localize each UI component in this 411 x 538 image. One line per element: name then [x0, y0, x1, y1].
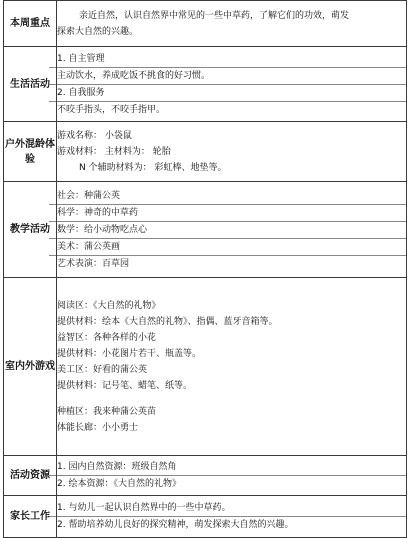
list-item: 1. 园内自然资源：班级自然角 [57, 462, 177, 472]
table-row-teaching [4, 182, 407, 278]
row-label: 户外混龄体验 [4, 122, 57, 182]
weekly-plan-table [3, 0, 407, 538]
list-item: 阅读区：《大自然的礼物》 [57, 300, 161, 311]
list-item: 美工区：好看的蒲公英 [57, 364, 148, 375]
row-content [57, 496, 407, 538]
table-row-resources [4, 456, 407, 496]
list-item: 提供材料：记号笔、蜡笔、纸等。 [57, 380, 193, 391]
list-item: 艺术表演：百草园 [49, 255, 406, 272]
list-item: 科学：神奇的中草药 [49, 204, 406, 221]
list-item: 1. 与幼儿一起认识自然界中的一些中草药。 [57, 503, 231, 513]
row-content [57, 456, 407, 496]
list-item: 1. 自主管理 [57, 53, 105, 64]
list-item: 游戏名称： 小袋鼠 [57, 130, 132, 141]
table-row-outdoor-play [4, 122, 407, 182]
list-item: 益智区：各种各样的小花 [57, 332, 157, 343]
row-content [57, 182, 407, 278]
list-item: 2. 绘本资源：《大自然的礼物》 [49, 475, 406, 492]
focus-line: 亲近自然，认识自然界中常见的一些中草药，了解它们的功效，萌发 [79, 10, 350, 21]
row-content [57, 1, 407, 47]
list-item: 数学：给小动物吃点心 [49, 221, 406, 238]
list-item: 主动饮水，养成吃饭不挑食的好习惯。 [49, 67, 406, 84]
list-item: 2. 帮助培养幼儿良好的探究精神，萌发探索大自然的兴趣。 [49, 516, 406, 533]
row-label: 家长工作 [4, 496, 57, 538]
list-item: 提供材料：绘本《大自然的礼物》、指偶、蓝牙音箱等。 [57, 316, 278, 327]
row-label: 室内外游戏 [4, 278, 57, 456]
row-label: 本周重点 [4, 1, 57, 47]
list-item: 2. 自我服务 [49, 84, 406, 101]
list-item: 提供材料：小花图片若干、瓶盖等。 [57, 348, 202, 359]
table-row-games [4, 278, 407, 456]
list-item: N 个辅助材料为： 彩虹棒、地垫等。 [79, 162, 227, 173]
table-row-focus [4, 1, 407, 47]
spacer [57, 394, 406, 404]
row-content [57, 278, 407, 456]
focus-line: 探索大自然的兴趣。 [57, 26, 139, 37]
row-content [57, 47, 407, 122]
row-label: 生活活动 [4, 47, 57, 122]
table-row-life-activities [4, 47, 407, 122]
table-row-parents [4, 496, 407, 538]
list-item: 体能长廊：小小勇士 [57, 422, 139, 433]
list-item: 游戏材料： 主材料为： 轮胎 [57, 146, 171, 157]
list-item: 不咬手指头，不咬手指甲。 [49, 101, 406, 118]
row-label: 活动资源 [4, 456, 57, 496]
list-item: 种植区：我来种蒲公英苗 [57, 406, 157, 417]
list-item: 社会：种蒲公英 [57, 190, 121, 201]
list-item: 美术：蒲公英画 [49, 238, 406, 255]
row-label: 教学活动 [4, 182, 57, 278]
row-content [57, 122, 407, 182]
